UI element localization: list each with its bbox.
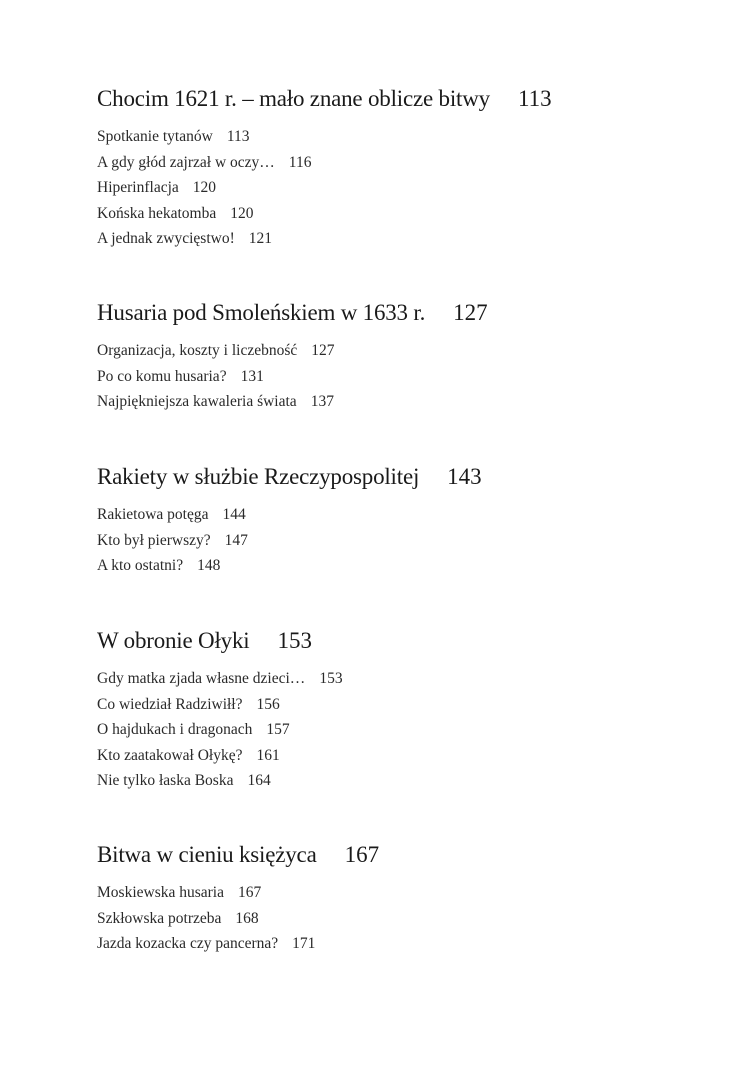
chapter-title: Chocim 1621 r. – mało znane oblicze bitwy — [97, 86, 490, 111]
entry-page-number: 148 — [197, 557, 221, 574]
entry-title: Rakietowa potęga — [97, 506, 209, 523]
toc-entry — [97, 553, 482, 579]
entry-page-number: 171 — [292, 935, 316, 952]
entry-title: Co wiedział Radziwiłł? — [97, 695, 243, 713]
entry-title: Nie tylko łaska Boska — [97, 772, 234, 789]
entry-title: O hajdukach i dragonach — [97, 721, 253, 738]
entry-title: Najpiękniejsza kawaleria świata — [97, 393, 297, 410]
toc-entry — [97, 175, 552, 201]
toc-entry — [97, 201, 552, 227]
entry-page-number: 156 — [256, 695, 280, 713]
toc-entry — [97, 768, 343, 794]
toc-entry — [97, 931, 379, 957]
chapter-heading — [97, 842, 379, 872]
entry-page-number: 127 — [311, 342, 335, 359]
toc-section — [97, 842, 379, 957]
toc-entry — [97, 717, 343, 743]
toc-section — [97, 86, 552, 252]
entry-title: Jazda kozacka czy pancerna? — [97, 935, 279, 952]
entry-title: A gdy głód zajrzał w oczy… — [97, 153, 275, 171]
toc-entry — [97, 338, 488, 364]
entry-title: Kto był pierwszy? — [97, 531, 211, 549]
entry-title: Końska hekatomba — [97, 204, 217, 222]
toc-section — [97, 300, 488, 415]
entry-page-number: 131 — [240, 367, 264, 385]
entry-list — [97, 338, 488, 415]
entry-page-number: 116 — [288, 153, 312, 171]
entry-list — [97, 124, 552, 252]
chapter-heading — [97, 628, 343, 658]
entry-page-number: 147 — [224, 531, 248, 549]
entry-title: Kto zaatakował Ołykę? — [97, 746, 243, 764]
entry-title: Spotkanie tytanów — [97, 128, 213, 145]
entry-list — [97, 502, 482, 579]
chapter-title: W obronie Ołyki — [97, 628, 250, 653]
entry-page-number: 167 — [238, 884, 262, 901]
toc-entry — [97, 528, 482, 554]
entry-page-number: 120 — [192, 179, 217, 196]
chapter-page-number: 167 — [344, 842, 380, 867]
entry-title: Gdy matka zjada własne dzieci… — [97, 670, 306, 687]
chapter-page-number: 153 — [277, 628, 312, 653]
entry-page-number: 164 — [247, 772, 271, 789]
entry-page-number: 120 — [230, 204, 254, 222]
entry-list — [97, 666, 343, 794]
toc-entry — [97, 666, 343, 692]
entry-page-number: 153 — [319, 670, 343, 687]
toc-entry — [97, 880, 379, 906]
chapter-heading — [97, 464, 482, 494]
chapter-title: Bitwa w cieniu księżyca — [97, 842, 317, 867]
entry-page-number: 168 — [235, 909, 259, 927]
entry-page-number: 144 — [222, 506, 246, 523]
chapter-page-number: 127 — [453, 300, 488, 325]
entry-page-number: 161 — [256, 746, 280, 764]
entry-title: Po co komu husaria? — [97, 367, 227, 385]
entry-page-number: 113 — [226, 128, 250, 145]
toc-entry — [97, 906, 379, 932]
chapter-page-number: 113 — [517, 86, 552, 111]
entry-title: A kto ostatni? — [97, 557, 184, 574]
entry-page-number: 121 — [248, 230, 272, 247]
chapter-title: Rakiety w służbie Rzeczypospolitej — [97, 464, 420, 489]
entry-title: Organizacja, koszty i liczebność — [97, 342, 298, 359]
chapter-heading — [97, 300, 488, 330]
toc-entry — [97, 743, 343, 769]
chapter-page-number: 143 — [447, 464, 482, 489]
toc-entry — [97, 364, 488, 390]
entry-page-number: 157 — [266, 721, 290, 738]
toc-entry — [97, 389, 488, 415]
entry-title: Szkłowska potrzeba — [97, 909, 222, 927]
toc-section — [97, 628, 343, 794]
toc-entry — [97, 226, 552, 252]
chapter-heading — [97, 86, 552, 116]
entry-list — [97, 880, 379, 957]
entry-title: Moskiewska husaria — [97, 884, 224, 901]
chapter-title: Husaria pod Smoleńskiem w 1633 r. — [97, 300, 426, 325]
toc-entry — [97, 502, 482, 528]
toc-section — [97, 464, 482, 579]
entry-title: A jednak zwycięstwo! — [97, 230, 235, 247]
toc-entry — [97, 692, 343, 718]
entry-title: Hiperinflacja — [97, 179, 179, 196]
entry-page-number: 137 — [310, 393, 334, 410]
toc-entry — [97, 124, 552, 150]
toc-entry — [97, 150, 552, 176]
